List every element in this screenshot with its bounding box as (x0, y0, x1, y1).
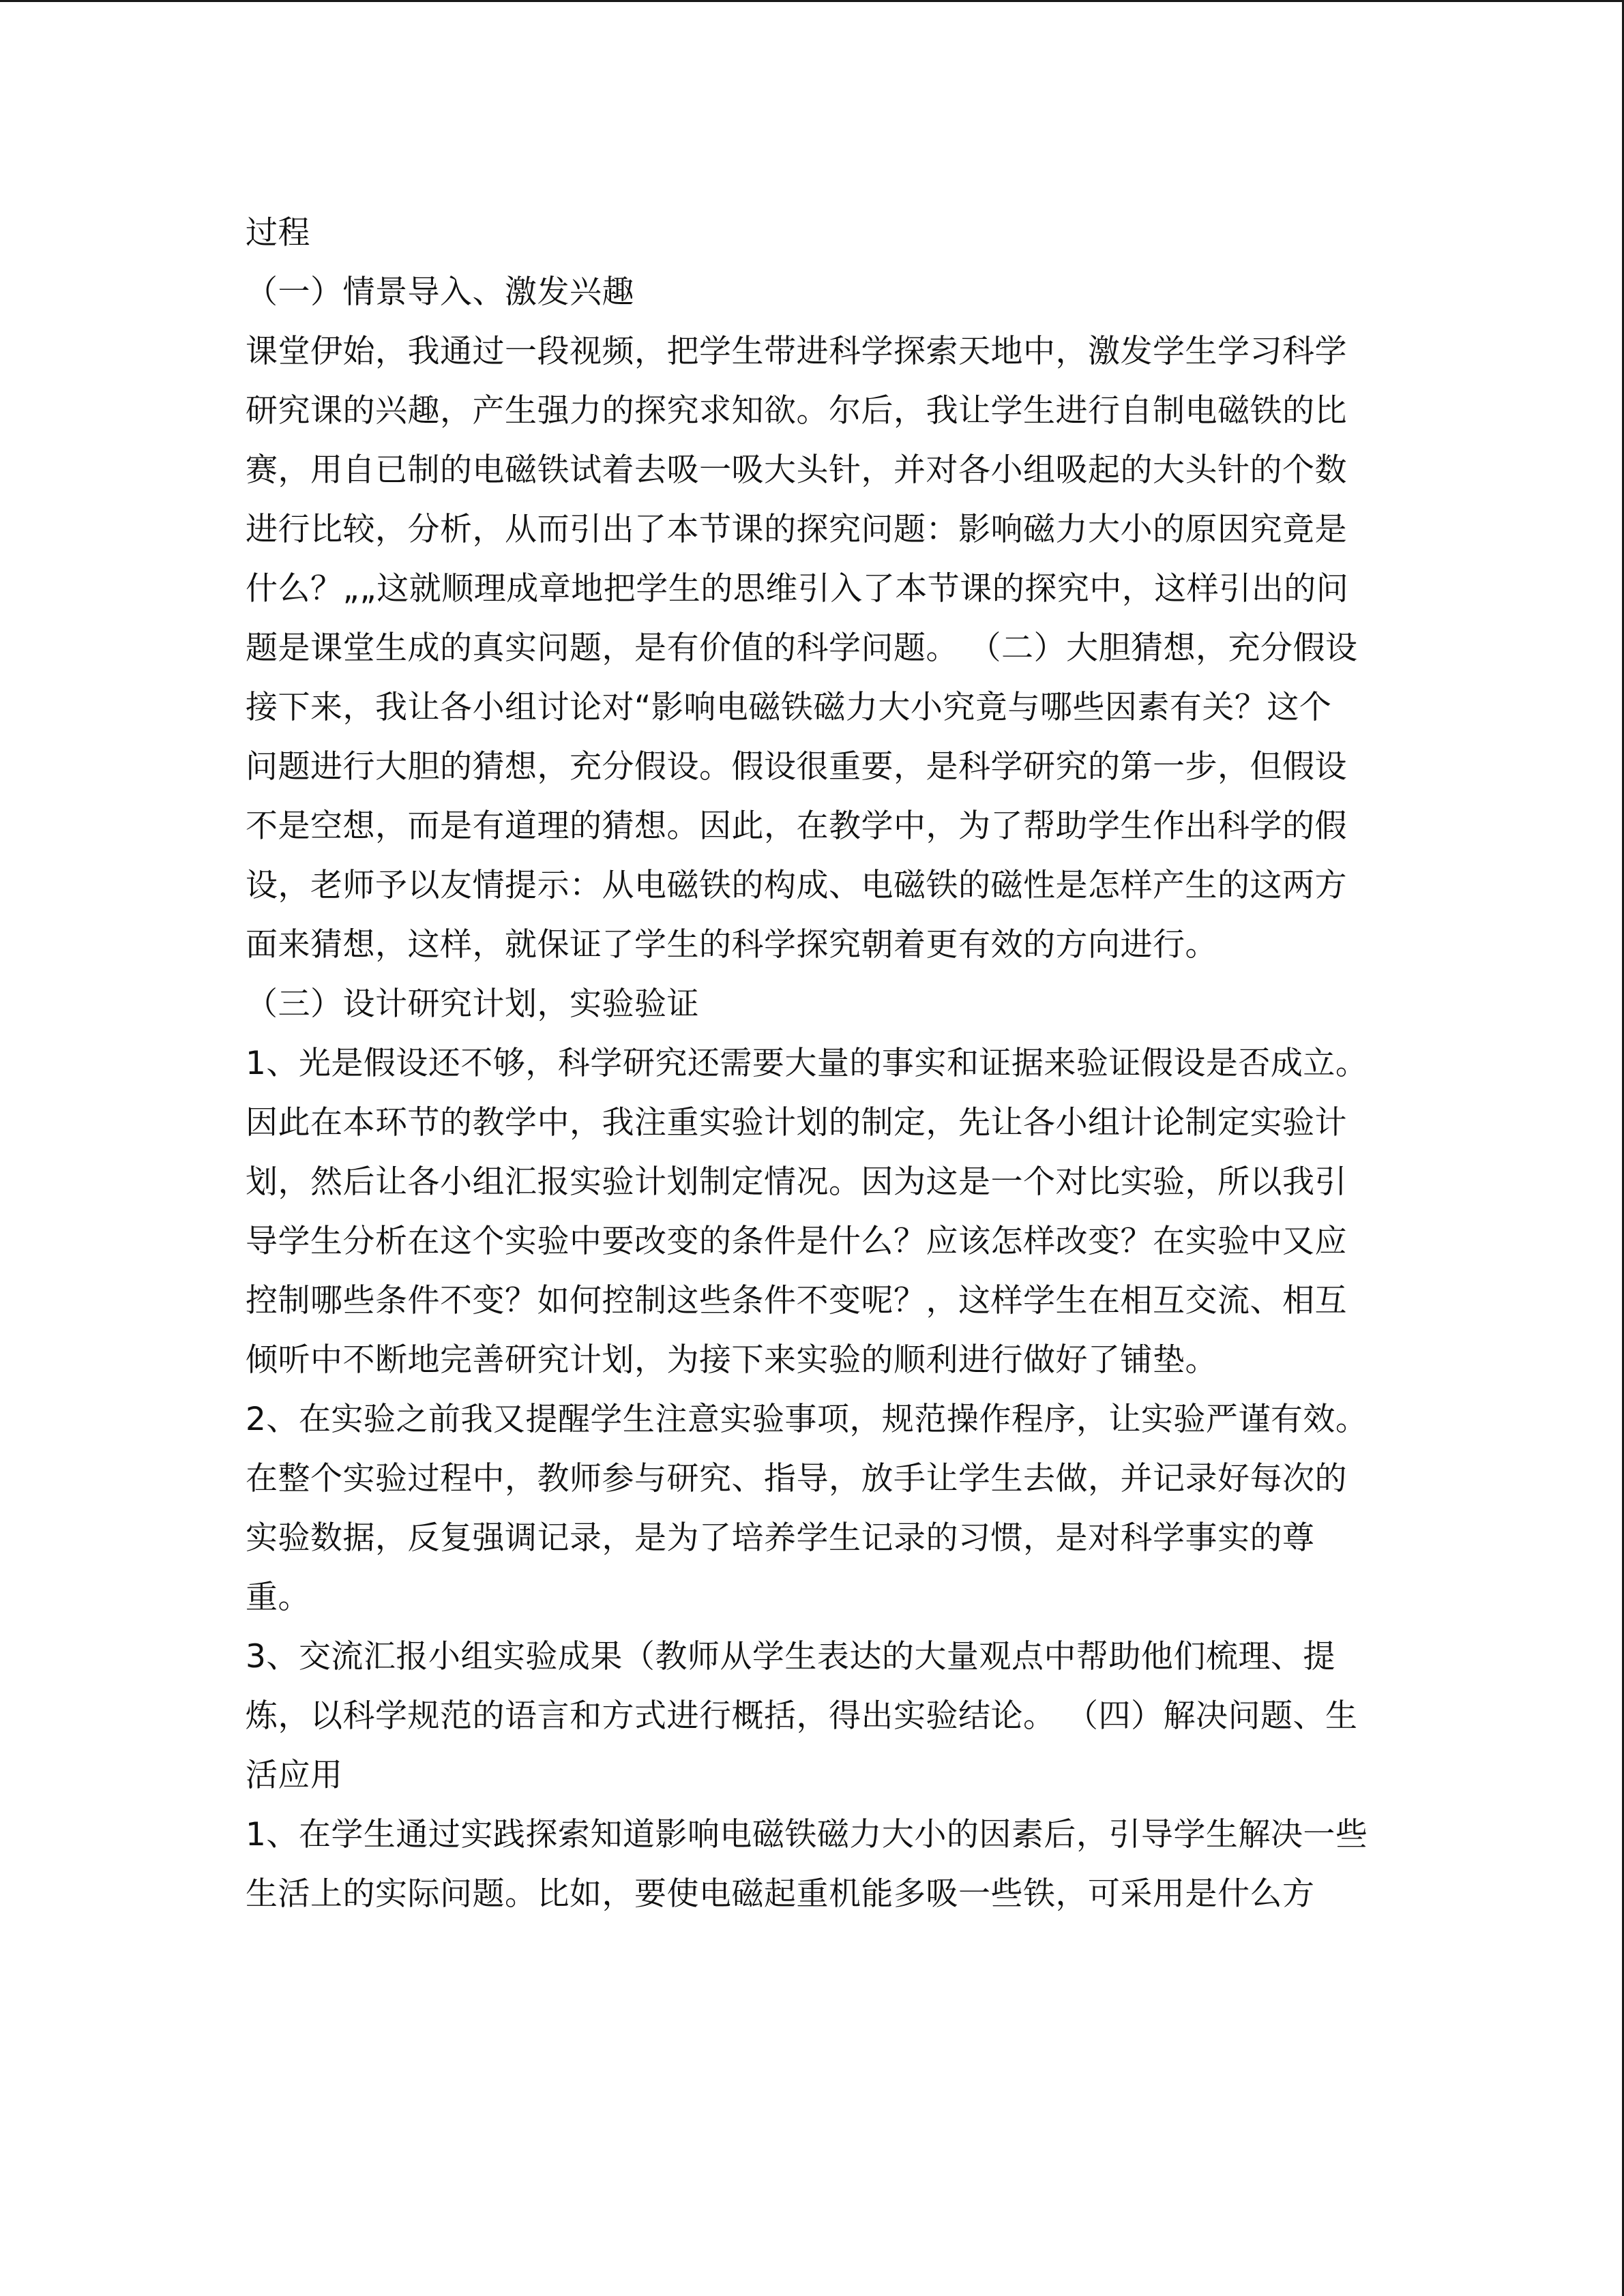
section-heading-1: （一）情景导入、激发兴趣 (246, 273, 634, 311)
text-line: 实验数据，反复强调记录，是为了培养学生记录的习惯，是对科学事实的尊 (246, 1519, 1315, 1557)
text-line: 3、交流汇报小组实验成果（教师从学生表达的大量观点中帮助他们梳理、提 (246, 1638, 1335, 1675)
text-line: 进行比较，分析，从而引出了本节课的探究问题：影响磁力大小的原因究竟是 (246, 511, 1347, 548)
text-line: 题是课堂生成的真实问题，是有价值的科学问题。 （二）大胆猜想，充分假设 (246, 629, 1358, 667)
top-border (0, 0, 1624, 2)
text-line: 不是空想，而是有道理的猜想。因此，在教学中，为了帮助学生作出科学的假 (246, 807, 1347, 845)
text-line: 划，然后让各小组汇报实验计划制定情况。因为这是一个对比实验，所以我引 (246, 1163, 1347, 1201)
text-line: 课堂伊始，我通过一段视频，把学生带进科学探索天地中，激发学生学习科学 (246, 333, 1347, 370)
text-line: 控制哪些条件不变？如何控制这些条件不变呢？，这样学生在相互交流、相互 (246, 1282, 1347, 1320)
section-heading-3: （三）设计研究计划，实验验证 (246, 985, 699, 1023)
text-line: 因此在本环节的教学中，我注重实验计划的制定，先让各小组计论制定实验计 (246, 1104, 1347, 1142)
text-line: 赛，用自已制的电磁铁试着去吸一吸大头针，并对各小组吸起的大头针的个数 (246, 451, 1347, 489)
text-line: 倾听中不断地完善研究计划，为接下来实验的顺利进行做好了铺垫。 (246, 1341, 1217, 1379)
document-body (246, 203, 1381, 1924)
text-line: 设，老师予以友情提示：从电磁铁的构成、电磁铁的磁性是怎样产生的这两方 (246, 867, 1347, 904)
text-line: 问题进行大胆的猜想，充分假设。假设很重要，是科学研究的第一步，但假设 (246, 748, 1347, 786)
text-line: 1、在学生通过实践探索知道影响电磁铁磁力大小的因素后，引导学生解决一些 (246, 1816, 1368, 1853)
text-line: 在整个实验过程中，教师参与研究、指导，放手让学生去做，并记录好每次的 (246, 1460, 1347, 1497)
heading-process: 过程 (246, 214, 310, 252)
text-line: 研究课的兴趣，产生强力的探究求知欲。尔后，我让学生进行自制电磁铁的比 (246, 392, 1347, 430)
text-line: 炼，以科学规范的语言和方式进行概括，得出实验结论。 （四）解决问题、生 (246, 1697, 1358, 1735)
text-line: 接下来，我让各小组讨论对“影响电磁铁磁力大小究竟与哪些因素有关？这个 (246, 689, 1332, 726)
text-line: 活应用 (246, 1757, 343, 1794)
text-line: 什么？„„这就顺理成章地把学生的思维引入了本节课的探究中，这样引出的问 (246, 570, 1349, 608)
text-line: 生活上的实际问题。比如，要使电磁起重机能多吸一些铁，可采用是什么方 (246, 1875, 1315, 1913)
text-line: 重。 (246, 1579, 310, 1616)
text-line: 导学生分析在这个实验中要改变的条件是什么？应该怎样改变？在实验中又应 (246, 1223, 1347, 1260)
text-line: 1、光是假设还不够，科学研究还需要大量的事实和证据来验证假设是否成立。 (246, 1045, 1368, 1082)
text-line: 面来猜想，这样，就保证了学生的科学探究朝着更有效的方向进行。 (246, 926, 1217, 964)
text-line: 2、在实验之前我又提醒学生注意实验事项，规范操作程序，让实验严谨有效。 (246, 1401, 1368, 1438)
